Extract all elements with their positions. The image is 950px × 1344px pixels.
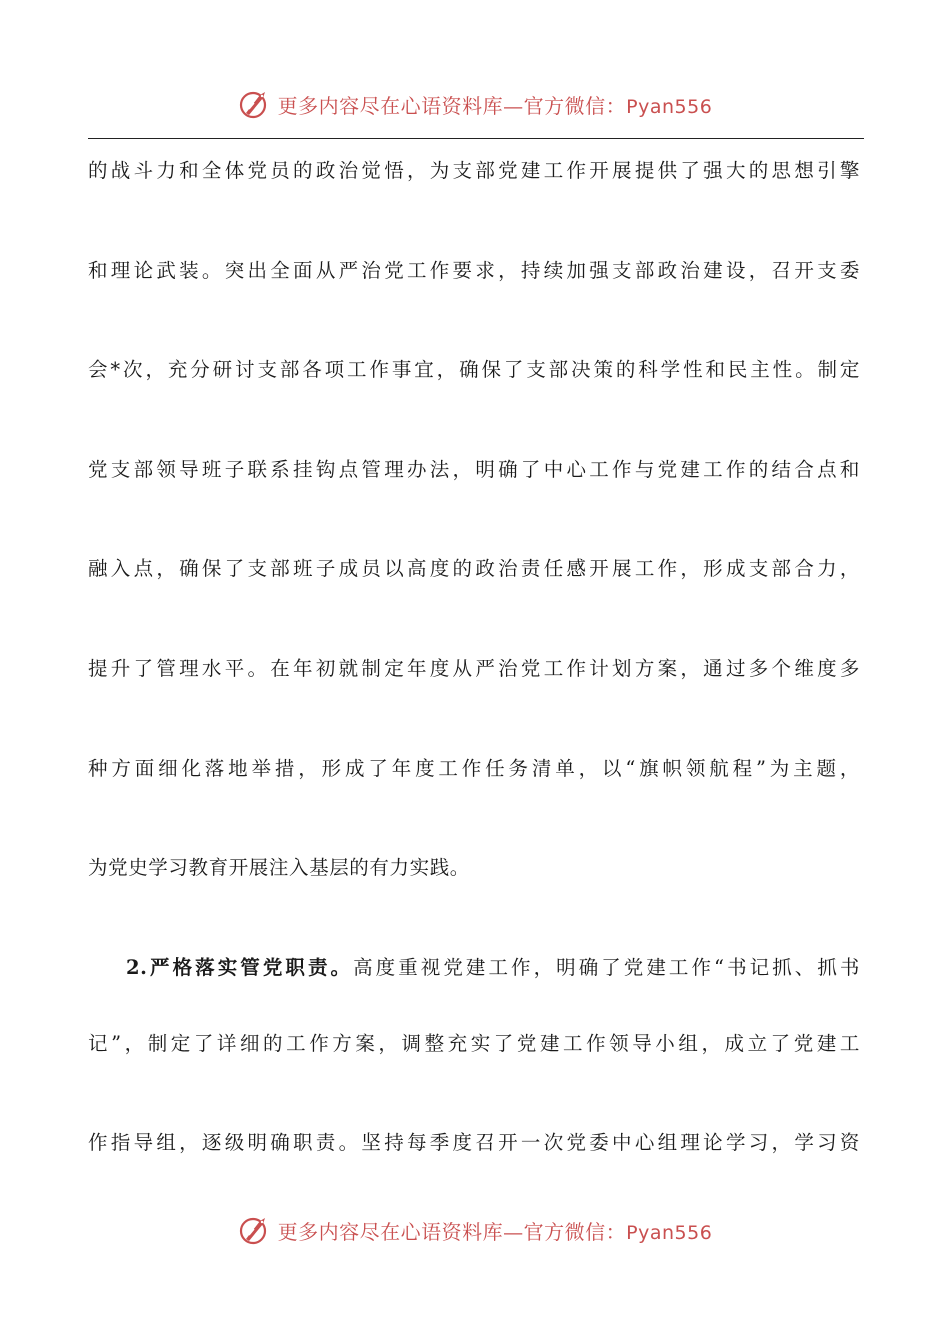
header-banner-text: 更多内容尽在心语资料库—官方微信：Pyan556 bbox=[277, 93, 713, 118]
pen-nib-logo-icon bbox=[238, 1213, 272, 1247]
body-line: 党支部领导班子联系挂钩点管理办法，明确了中心工作与党建工作的结合点和 bbox=[88, 457, 860, 481]
body-line: 作指导组，逐级明确职责。坚持每季度召开一次党委中心组理论学习，学习资 bbox=[88, 1131, 860, 1155]
body-line: 和理论武装。突出全面从严治党工作要求，持续加强支部政治建设，召开支委 bbox=[88, 258, 860, 282]
body-line: 的战斗力和全体党员的政治觉悟，为支部党建工作开展提供了强大的思想引擎 bbox=[88, 159, 860, 182]
section-heading-rest: 高度重视党建工作，明确了党建工作“书记抓、抓书 bbox=[353, 955, 860, 979]
body-line: 种方面细化落地举措，形成了年度工作任务清单，以“旗帜领航程”为主题， bbox=[88, 756, 860, 780]
pen-nib-logo-icon bbox=[238, 87, 272, 121]
document-body bbox=[88, 148, 860, 1220]
body-line: 提升了管理水平。在年初就制定年度从严治党工作计划方案，通过多个维度多 bbox=[88, 656, 860, 680]
footer-banner-text: 更多内容尽在心语资料库—官方微信：Pyan556 bbox=[277, 1219, 713, 1244]
body-line: 融入点，确保了支部班子成员以高度的政治责任感开展工作，形成支部合力， bbox=[88, 557, 860, 581]
body-line: 会*次，充分研讨支部各项工作事宜，确保了支部决策的科学性和民主性。制定 bbox=[88, 358, 860, 382]
section-heading: 2.严格落实管党职责。 bbox=[126, 955, 354, 979]
header-wechat-id: Pyan556 bbox=[626, 95, 713, 118]
section-heading-line bbox=[88, 945, 860, 1021]
footer-banner bbox=[0, 1210, 950, 1250]
body-line: 记”，制定了详细的工作方案，调整充实了党建工作领导小组，成立了党建工 bbox=[88, 1031, 860, 1055]
header-banner bbox=[0, 84, 950, 124]
header-divider bbox=[88, 138, 864, 139]
body-line: 为党史学习教育开展注入基层的有力实践。 bbox=[88, 856, 470, 880]
footer-wechat-id: Pyan556 bbox=[626, 1221, 713, 1244]
